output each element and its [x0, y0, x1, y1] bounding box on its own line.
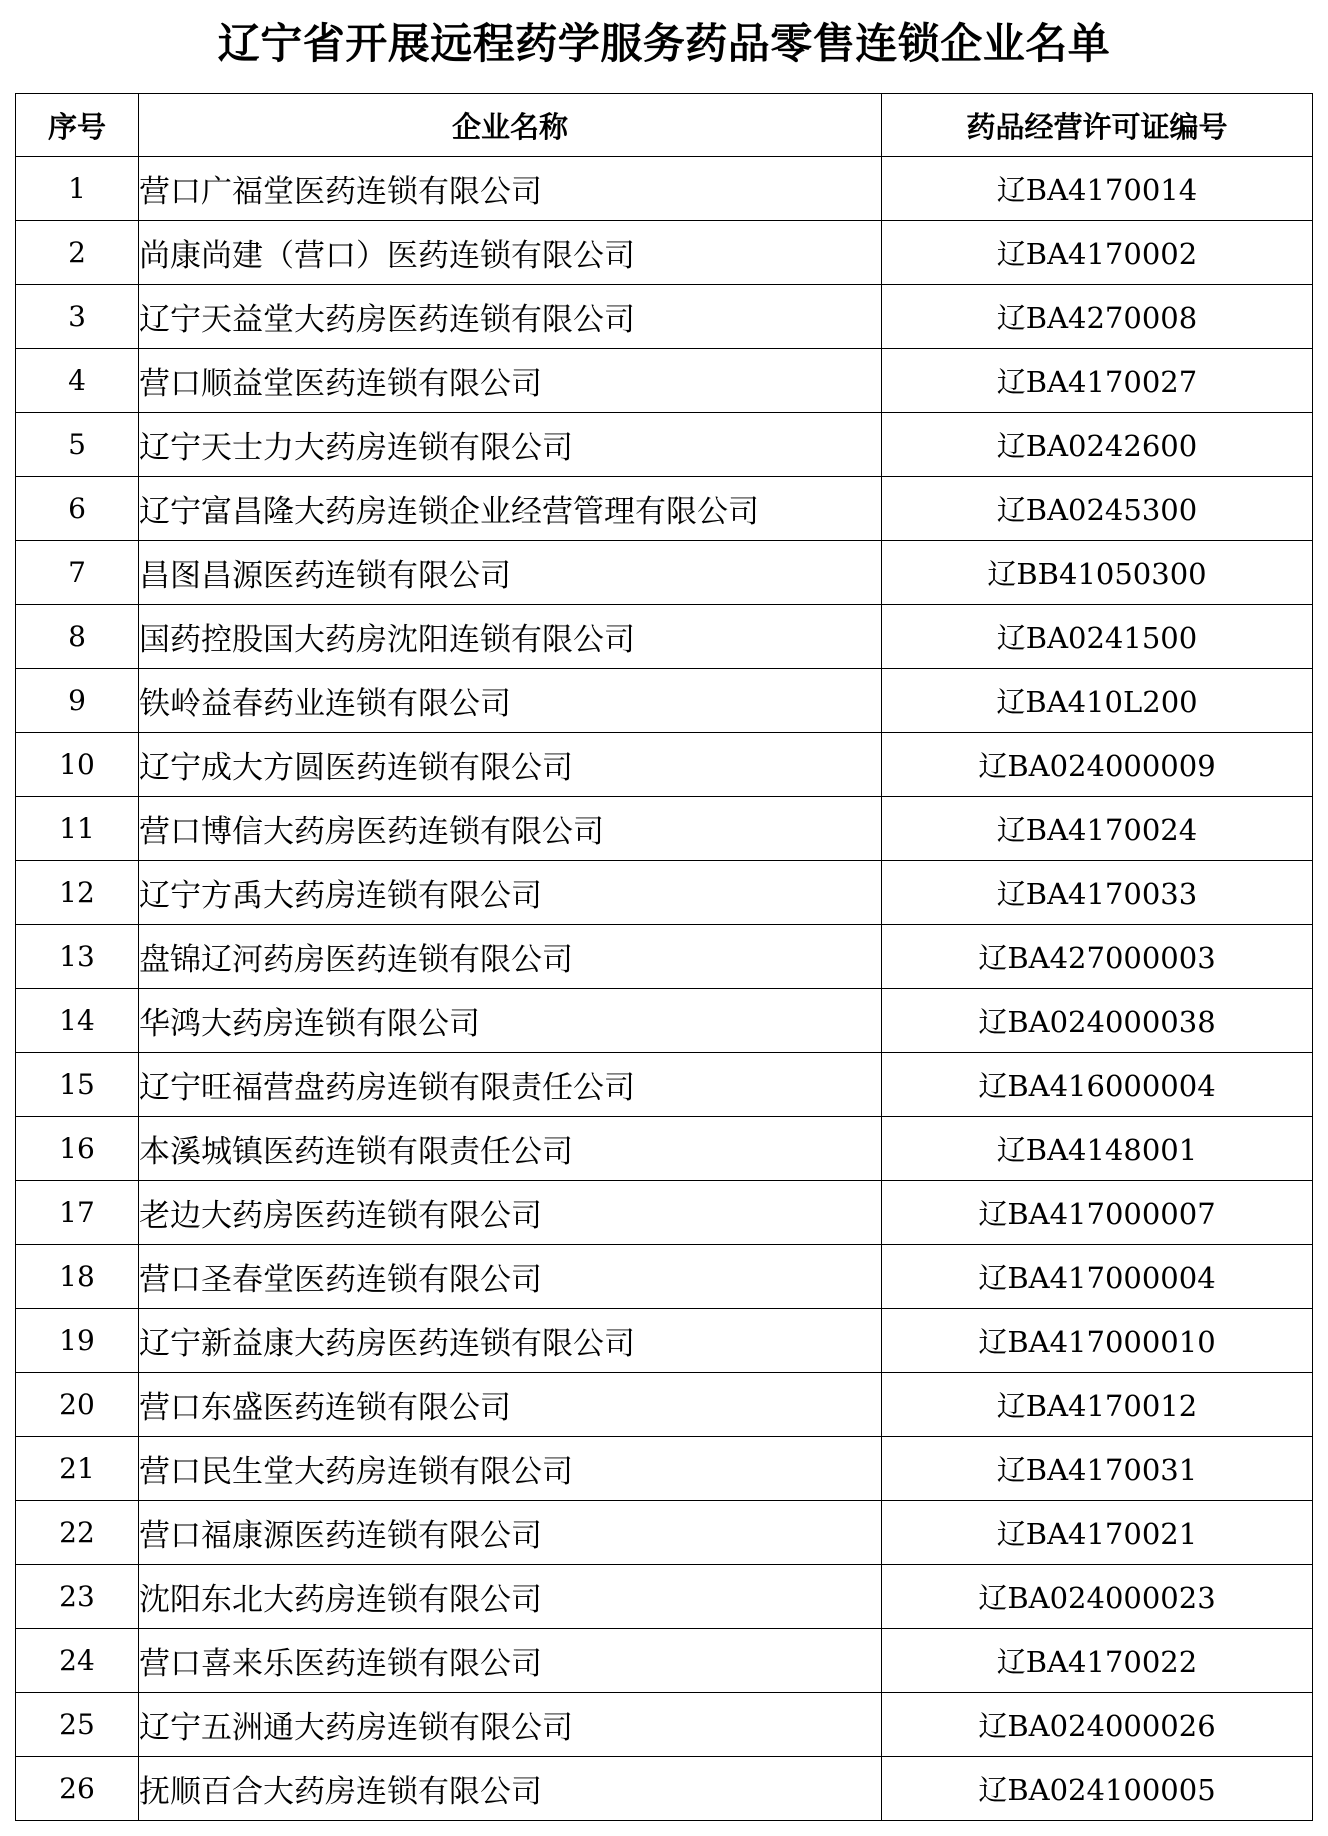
- table-row: [16, 413, 1313, 477]
- company-name-cell: 盘锦辽河药房医药连锁有限公司: [139, 925, 882, 989]
- table-row: [16, 541, 1313, 605]
- license-number-cell: 辽BA4170022: [882, 1629, 1313, 1693]
- row-index-cell: 24: [16, 1629, 139, 1693]
- table-row: [16, 1053, 1313, 1117]
- company-name-cell: 辽宁方禹大药房连锁有限公司: [139, 861, 882, 925]
- company-name-cell: 华鸿大药房连锁有限公司: [139, 989, 882, 1053]
- table-row: [16, 349, 1313, 413]
- license-number-cell: 辽BA416000004: [882, 1053, 1313, 1117]
- header-company-name: 企业名称: [139, 94, 882, 157]
- row-index-cell: 6: [16, 477, 139, 541]
- company-name-cell: 辽宁旺福营盘药房连锁有限责任公司: [139, 1053, 882, 1117]
- license-number-cell: 辽BA024000009: [882, 733, 1313, 797]
- license-number-cell: 辽BA024000038: [882, 989, 1313, 1053]
- license-number-cell: 辽BA0242600: [882, 413, 1313, 477]
- table-row: [16, 477, 1313, 541]
- row-index-cell: 19: [16, 1309, 139, 1373]
- license-number-cell: 辽BA4170031: [882, 1437, 1313, 1501]
- company-name-cell: 营口东盛医药连锁有限公司: [139, 1373, 882, 1437]
- license-number-cell: 辽BA4170002: [882, 221, 1313, 285]
- row-index-cell: 23: [16, 1565, 139, 1629]
- license-number-cell: 辽BA4170027: [882, 349, 1313, 413]
- row-index-cell: 20: [16, 1373, 139, 1437]
- company-name-cell: 辽宁新益康大药房医药连锁有限公司: [139, 1309, 882, 1373]
- company-name-cell: 尚康尚建（营口）医药连锁有限公司: [139, 221, 882, 285]
- company-name-cell: 营口博信大药房医药连锁有限公司: [139, 797, 882, 861]
- license-number-cell: 辽BA417000007: [882, 1181, 1313, 1245]
- row-index-cell: 11: [16, 797, 139, 861]
- table-row: [16, 925, 1313, 989]
- company-name-cell: 辽宁五洲通大药房连锁有限公司: [139, 1693, 882, 1757]
- company-name-cell: 老边大药房医药连锁有限公司: [139, 1181, 882, 1245]
- license-number-cell: 辽BA4170024: [882, 797, 1313, 861]
- table-row: [16, 221, 1313, 285]
- table-body: [16, 157, 1313, 1821]
- row-index-cell: 4: [16, 349, 139, 413]
- table-row: [16, 1245, 1313, 1309]
- company-name-cell: 营口圣春堂医药连锁有限公司: [139, 1245, 882, 1309]
- license-number-cell: 辽BA024000026: [882, 1693, 1313, 1757]
- table-row: [16, 1757, 1313, 1821]
- table-row: [16, 1437, 1313, 1501]
- row-index-cell: 17: [16, 1181, 139, 1245]
- row-index-cell: 10: [16, 733, 139, 797]
- license-number-cell: 辽BA024100005: [882, 1757, 1313, 1821]
- license-number-cell: 辽BA0245300: [882, 477, 1313, 541]
- company-name-cell: 营口顺益堂医药连锁有限公司: [139, 349, 882, 413]
- company-name-cell: 辽宁天益堂大药房医药连锁有限公司: [139, 285, 882, 349]
- table-header: [16, 94, 1313, 157]
- company-name-cell: 营口广福堂医药连锁有限公司: [139, 157, 882, 221]
- row-index-cell: 12: [16, 861, 139, 925]
- company-name-cell: 国药控股国大药房沈阳连锁有限公司: [139, 605, 882, 669]
- header-row: [16, 94, 1313, 157]
- company-name-cell: 营口喜来乐医药连锁有限公司: [139, 1629, 882, 1693]
- row-index-cell: 14: [16, 989, 139, 1053]
- table-row: [16, 1117, 1313, 1181]
- table-row: [16, 285, 1313, 349]
- company-name-cell: 营口福康源医药连锁有限公司: [139, 1501, 882, 1565]
- company-name-cell: 辽宁富昌隆大药房连锁企业经营管理有限公司: [139, 477, 882, 541]
- row-index-cell: 25: [16, 1693, 139, 1757]
- company-name-cell: 辽宁成大方圆医药连锁有限公司: [139, 733, 882, 797]
- header-index: 序号: [16, 94, 139, 157]
- license-number-cell: 辽BA4170021: [882, 1501, 1313, 1565]
- row-index-cell: 7: [16, 541, 139, 605]
- license-number-cell: 辽BA4148001: [882, 1117, 1313, 1181]
- company-name-cell: 沈阳东北大药房连锁有限公司: [139, 1565, 882, 1629]
- company-name-cell: 本溪城镇医药连锁有限责任公司: [139, 1117, 882, 1181]
- page-title: 辽宁省开展远程药学服务药品零售连锁企业名单: [217, 19, 1111, 68]
- row-index-cell: 22: [16, 1501, 139, 1565]
- company-name-cell: 铁岭益春药业连锁有限公司: [139, 669, 882, 733]
- row-index-cell: 26: [16, 1757, 139, 1821]
- table-row: [16, 989, 1313, 1053]
- license-number-cell: 辽BA410L200: [882, 669, 1313, 733]
- license-number-cell: 辽BA4270008: [882, 285, 1313, 349]
- company-name-cell: 抚顺百合大药房连锁有限公司: [139, 1757, 882, 1821]
- table-row: [16, 1629, 1313, 1693]
- table-row: [16, 1373, 1313, 1437]
- table-row: [16, 1693, 1313, 1757]
- row-index-cell: 13: [16, 925, 139, 989]
- company-name-cell: 营口民生堂大药房连锁有限公司: [139, 1437, 882, 1501]
- row-index-cell: 1: [16, 157, 139, 221]
- license-number-cell: 辽BA4170012: [882, 1373, 1313, 1437]
- table-row: [16, 1565, 1313, 1629]
- row-index-cell: 16: [16, 1117, 139, 1181]
- row-index-cell: 18: [16, 1245, 139, 1309]
- table-row: [16, 861, 1313, 925]
- license-number-cell: 辽BA417000004: [882, 1245, 1313, 1309]
- table-row: [16, 1501, 1313, 1565]
- table-row: [16, 733, 1313, 797]
- company-name-cell: 昌图昌源医药连锁有限公司: [139, 541, 882, 605]
- table-row: [16, 605, 1313, 669]
- company-name-cell: 辽宁天士力大药房连锁有限公司: [139, 413, 882, 477]
- license-number-cell: 辽BA4170033: [882, 861, 1313, 925]
- license-number-cell: 辽BA427000003: [882, 925, 1313, 989]
- license-number-cell: 辽BA4170014: [882, 157, 1313, 221]
- row-index-cell: 8: [16, 605, 139, 669]
- enterprise-table: [15, 93, 1313, 1821]
- row-index-cell: 3: [16, 285, 139, 349]
- table-row: [16, 669, 1313, 733]
- row-index-cell: 15: [16, 1053, 139, 1117]
- row-index-cell: 9: [16, 669, 139, 733]
- license-number-cell: 辽BA417000010: [882, 1309, 1313, 1373]
- license-number-cell: 辽BA0241500: [882, 605, 1313, 669]
- table-row: [16, 157, 1313, 221]
- header-license-number: 药品经营许可证编号: [882, 94, 1313, 157]
- row-index-cell: 2: [16, 221, 139, 285]
- row-index-cell: 21: [16, 1437, 139, 1501]
- license-number-cell: 辽BA024000023: [882, 1565, 1313, 1629]
- license-number-cell: 辽BB41050300: [882, 541, 1313, 605]
- row-index-cell: 5: [16, 413, 139, 477]
- table-row: [16, 1309, 1313, 1373]
- table-row: [16, 1181, 1313, 1245]
- table-row: [16, 797, 1313, 861]
